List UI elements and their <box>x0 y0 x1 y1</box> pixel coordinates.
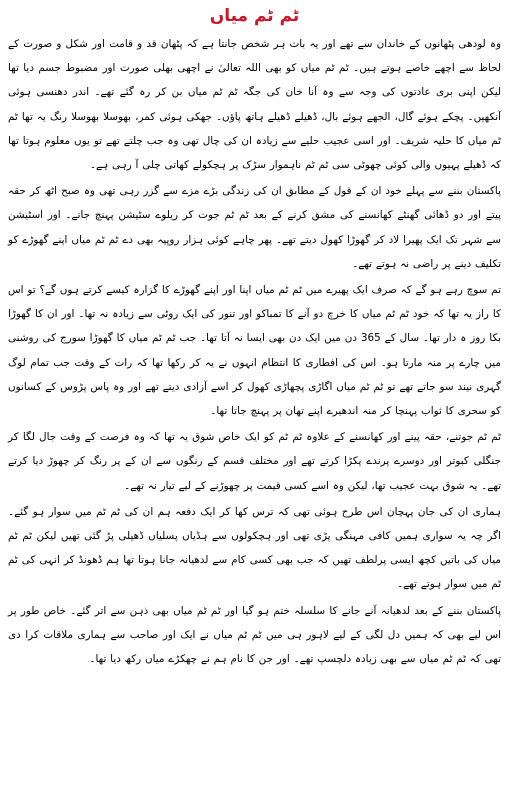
paragraph-before-partition: پاکستان بننے سے پہلے خود ان کے قول کے مطابق ان کی زندگی بڑے مزے سے گزر رہی تھی وہ صبح اٹھ کر حقہ پیتے اور دو ڈھائی گھنٹے کھانسنے کی مشق کرنے کے بعد ٹم ٹم جوت کر ریلوے سٹیشن پہنچ جاتے۔ اور اسٹیشن سے شہر تک ایک پھیرا لاد کر گھوڑا کھول دیتے تھے۔ پھر چاہے کوئی ہزار روپیہ بھی دے ٹم ٹم میاں اپنے گھوڑے کو تکلیف دینے پر راضی نہ ہوتے تھے۔ <box>8 185 501 270</box>
article-title: ٹم ٹم میاں <box>209 6 300 26</box>
paragraph-horse-routine: تم سوچ رہے ہو گے کہ صرف ایک پھیرے میں ٹم ٹم میاں اپنا اور اپنے گھوڑے کا گزارہ کیسے کرتے ہوں گے؟ تو اس کا راز یہ تھا کہ خود ٹم ٹم میاں کا خرچ دو آنے کا تمباکو اور تنور کی ایک روٹی سے زیادہ نہ تھا۔ اور ان کا گھوڑا بکا روز ہ دار تھا۔ سال کے 365 دن میں ایک دن بھی ایسا نہ آتا تھا۔ جب ٹم ٹم میاں کا گھوڑا سورج کی روشنی میں چارے پر منہ مارتا ہو۔ اس کی افطاری کا انتظام انہوں نے یہ کر رکھا تھا کہ رات کے وقت جب تمام لوگ گہری نیند سو جاتے تھے تو ٹم ٹم میاں اگاڑی پچھاڑی کھول کر اسے آزادی دیتے تھے اور وہ پاس پڑوس کے کسانوں کو سحری کا ثواب پہنچا کر منہ اندھیرے اپنے تھان پر پہنچ جاتا تھا۔ <box>8 284 501 418</box>
paragraph-acquaintance: ہماری ان کی جان پہچان اس طرح ہوئی تھی کہ ترس کھا کر ایک دفعہ ہم ان کی ٹم ٹم میں سوار ہو گئے۔ اگر چہ یہ سواری ہمیں کافی مہنگی پڑی تھی اور ہچکولوں سے ہڈیاں پسلیاں ڈھیلی پڑ گئی تھیں لیکن ٹم ٹم میاں کی باتیں کچھ ایسی پرلطف تھیں کہ جب بھی کسی کام سے لدھیانہ جانا ہوتا تھا ہم ڈھونڈ کر انہی کی ٹم ٹم میں سوار ہوتے تھے۔ <box>8 505 501 591</box>
paragraph-bird-hobby: ٹم ٹم جوتنے، حقہ پینے اور کھانسنے کے علاوہ ٹم ٹم کو ایک خاص شوق یہ تھا کہ وہ فرصت کے وقت جال لگا کر جنگلی کبوتر اور دوسرے پرندے پکڑا کرتے تھے اور مختلف قسم کے رنگوں سے ان کے پر رنگ کر چھوڑ دیا کرتے تھے۔ یہ شوق بہت عجیب تھا، لیکن وہ اسے کسی قیمت پر چھوڑنے کے لیے تیار نہ تھے۔ <box>8 431 501 492</box>
paragraph-intro: وہ لودھی پٹھانوں کے خاندان سے تھے اور یہ بات ہر شخص جانتا ہے کہ پٹھان قد و قامت اور شکل و صورت کے لحاظ سے اچھے خاصے ہوتے ہیں۔ ٹم ٹم میاں کو بھی اللہ تعالیٰ نے اچھی بھلی صورت اور مضبوط جسم دیا تھا لیکن اپنی بری عادتوں کی وجہ سے وہ آنا خان کی جگہ ٹم ٹم میاں بن کر رہ گئے تھے۔ اندر دھنسی ہوئی آنکھیں۔ پچکے ہوئے گال، الجھے ہوئے بال، ڈھیلے ڈھیلے ہاتھ پاؤں۔ جھکی ہوئی کمر، بھوسلا بھوسلا رنگ یہ تھا ٹم ٹم میاں کا حلیہ شریف۔ اور اسی عجیب حلیے سے زیادہ ان کی چال تھی وہ جب چلتے تھے تو یوں معلوم ہوتا تھا کہ ڈھیلے پہیوں والی کوئی چھوٹی سی ٹم ٹم ناہموار سڑک پر ہچکولے کھاتی چلی آ رہی ہے۔ <box>8 38 501 172</box>
paragraph-after-partition: پاکستان بننے کے بعد لدھیانہ آنے جانے کا سلسلہ ختم ہو گیا اور ٹم ٹم میاں بھی ذہن سے اتر گئے۔ خاص طور پر اس لیے بھی کہ ہمیں دل لگی کے لیے لاہور ہی میں ٹم ٹم میاں نے ایک اور صاحب سے ہماری ملاقات کرا دی تھی کہ ٹم ٹم میاں سے بھی زیادہ دلچسپ تھے۔ اور جن کا نام ہم نے چھکڑے میاں رکھ دیا تھا۔ <box>8 604 501 666</box>
